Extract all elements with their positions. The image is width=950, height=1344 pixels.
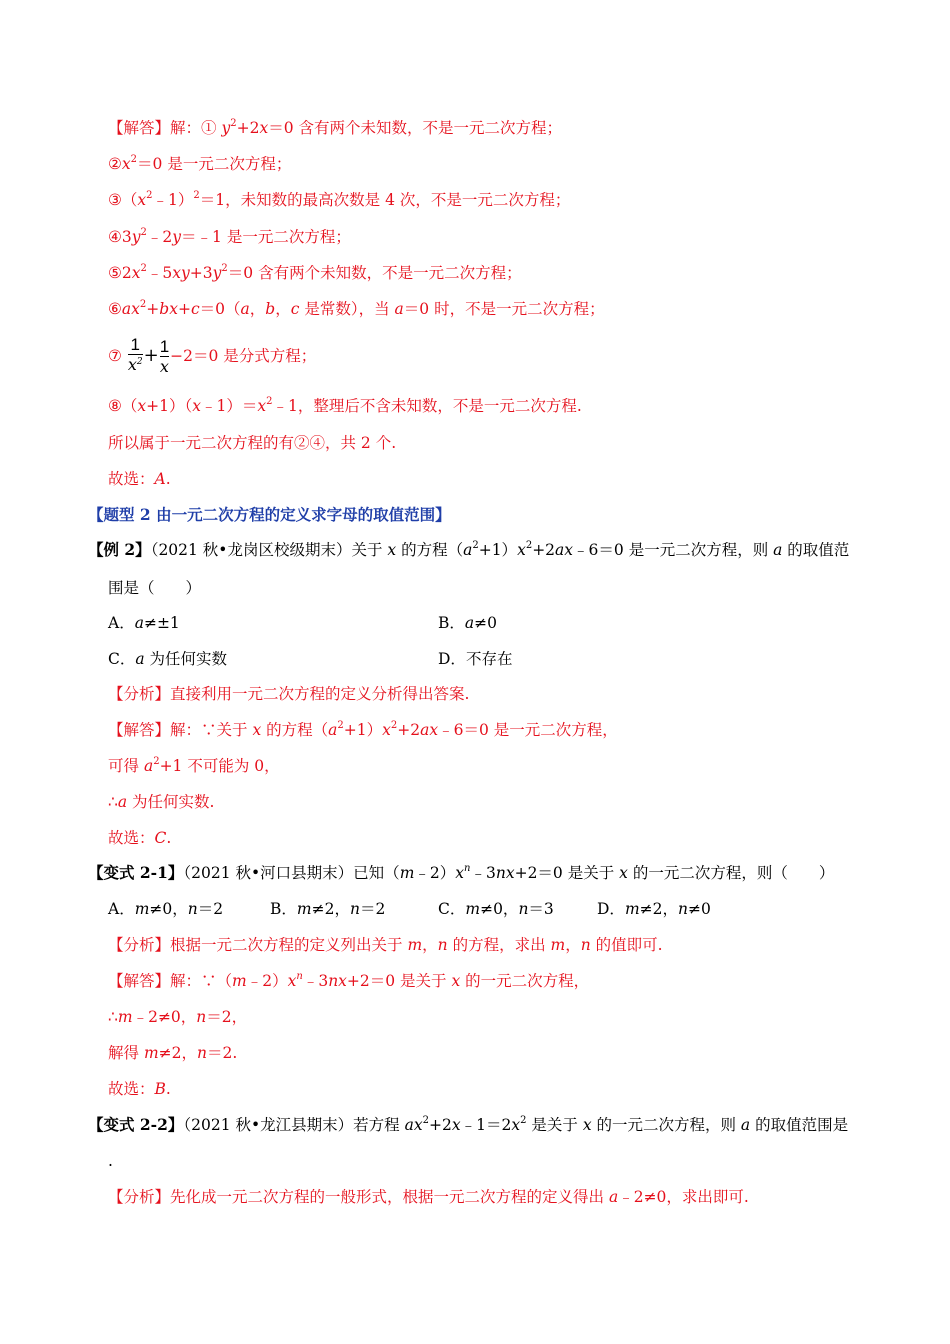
section-heading-type2: 【题型 2 由一元二次方程的定义求字母的取值范围】	[88, 505, 451, 524]
example2-question: 【例 2】（2021 秋•龙岗区校级期末）关于 x 的方程$(a^2+1)x^2+2ax﹣6=0$ 是一元二次方程，则 a 的取值范	[88, 540, 850, 559]
variant21-label: 【变式 2-1】	[88, 863, 184, 882]
answer-tag: 【解答】	[108, 119, 171, 137]
fraction-one-over-x-squared: $\frac{1}{x^2}$	[127, 335, 143, 374]
example2-choose: 故选：C.	[108, 829, 172, 847]
example2-solution-line3: ∴a 为任何实数.	[108, 793, 215, 811]
example2-question-cont: 围是（ ）	[108, 579, 202, 597]
variant22-question: 【变式 2-2】（2021 秋•龙江县期末）若方程 $ax^2+2x﹣1=2x^2$ 是关于 x 的一元二次方程，则 a 的取值范围是	[88, 1115, 849, 1134]
variant22-analysis: 【分析】先化成一元二次方程的一般形式，根据一元二次方程的定义得出 a﹣2≠0，求出即可.	[108, 1188, 749, 1206]
example2-label: 【例 2】	[88, 540, 151, 559]
variant21-solution-line1: 【解答】解：$\because(m﹣2)x^n﹣3nx+2=0$ 是关于 x 的一元二次方程，	[108, 971, 590, 990]
variant21-option-a[interactable]: A．m≠0，n＝2	[108, 900, 224, 918]
variant21-choose: 故选：B.	[108, 1080, 171, 1098]
sol1-line3: $③(x^2﹣1)^2=1$，未知数的最高次数是 4 次，不是一元二次方程；	[108, 190, 571, 209]
variant21-question: 【变式 2-1】（2021 秋•河口县期末）已知$(m﹣2)x^n﹣3nx+2=0$ 是关于 x 的一元二次方程，则（ ）	[88, 863, 835, 882]
sol1-line4: $④3y^2﹣2y=﹣1$ 是一元二次方程；	[108, 227, 351, 246]
sol1-choose: 故选：A.	[108, 470, 171, 488]
sol1-summary: 所以属于一元二次方程的有②④，共 2 个.	[108, 434, 397, 452]
fraction-one-over-x: $\frac{1}{x}$	[159, 336, 170, 376]
sol1-line6: $⑥ax^2+bx+c=0(a$，b，c 是常数），当 a＝0 时，不是一元二次方程；	[108, 299, 605, 318]
variant22-question-cont: .	[108, 1152, 113, 1170]
sol1-line1: 【解答】解：① $y^2+2x=0$ 含有两个未知数，不是一元二次方程；	[108, 118, 563, 137]
example2-analysis: 【分析】直接利用一元二次方程的定义分析得出答案.	[108, 685, 470, 703]
example2-option-b[interactable]: B．a≠0	[438, 614, 497, 632]
variant21-analysis: 【分析】根据一元二次方程的定义列出关于 m，n 的方程，求出 m，n 的值即可.	[108, 936, 663, 954]
example2-option-a[interactable]: A．a≠±1	[108, 614, 180, 632]
sol1-line7: ⑦ $\frac{1}{x^2}$ + $\frac{1}{x}$ −2＝0 是分式方程；	[108, 334, 316, 378]
variant21-option-d[interactable]: D．m≠2，n≠0	[597, 900, 711, 918]
example2-option-c[interactable]: C．a 为任何实数	[108, 650, 228, 668]
variant22-label: 【变式 2-2】	[88, 1115, 184, 1134]
sol1-line8: $⑧(x+1)(x﹣1)=x^2﹣1$，整理后不含未知数，不是一元二次方程.	[108, 396, 582, 415]
example2-option-d[interactable]: D．不存在	[438, 650, 513, 668]
variant21-option-b[interactable]: B．m≠2，n＝2	[270, 900, 386, 918]
example2-solution-line1: 【解答】解：∵关于 x 的方程$(a^2+1)x^2+2ax﹣6=0$ 是一元二次方程，	[108, 720, 618, 739]
sol1-line5: $⑤2x^2﹣5xy+3y^2=0$ 含有两个未知数，不是一元二次方程；	[108, 263, 522, 282]
variant21-solution-line2: ∴m﹣2≠0，n＝2，	[108, 1008, 248, 1026]
variant21-solution-line3: 解得 m≠2，n＝2.	[108, 1044, 238, 1062]
variant21-option-c[interactable]: C．m≠0，n＝3	[438, 900, 554, 918]
sol1-line2: $②x^2=0$ 是一元二次方程；	[108, 154, 292, 173]
example2-solution-line2: 可得 $a^2+1$ 不可能为 0，	[108, 756, 280, 775]
